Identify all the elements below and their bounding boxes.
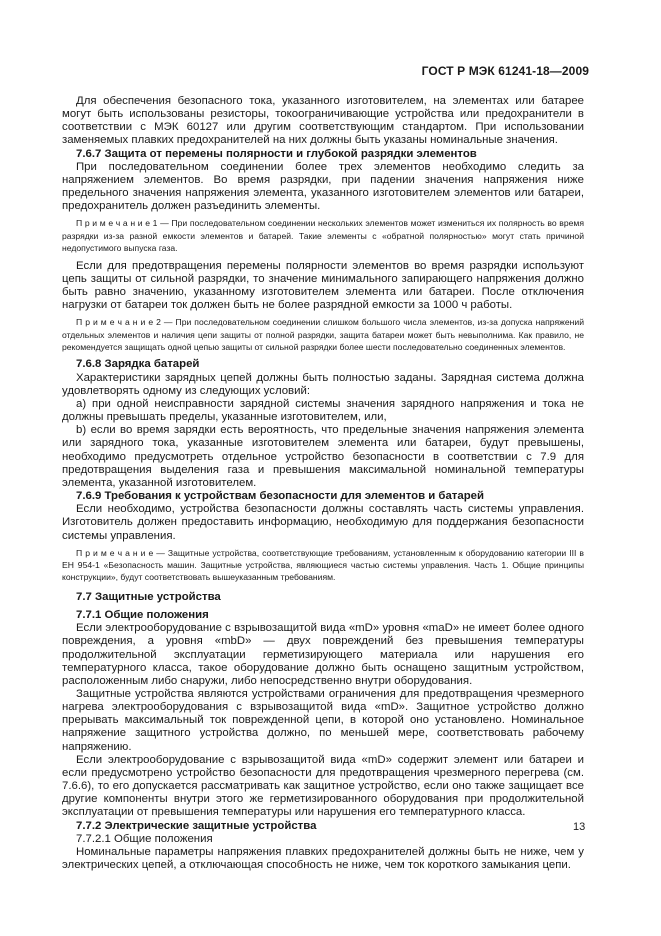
page-number: 13 (573, 821, 586, 833)
paragraph-protective-devices: Защитные устройства являются устройствами ограничения для предотвращения чрезмерного нагрева электрооборудования с взрывозащитой вида «mD». Защитное устройство должно прерывать максимальный ток поврежденной цепи, в которой оно установлено. Номинальное напряжение защитного устройства должно, по меньшей мере, соответствовать рабочему напряжению. (62, 687, 584, 753)
note-3: П р и м е ч а н и е — Защитные устройства, соответствующие требованиям, установленным к оборудованию категории III в ЕН 954-1 «Безопасность машин. Защитные устройства, являющиеся частью системы управления. Часть 1. Общие принципы конструкции», будут соответствовать вышеуказанным требованиям. (62, 547, 584, 583)
section-heading-7-7: 7.7 Защитные устройства (76, 590, 221, 603)
paragraph-battery-safety-device: Если электрооборудование с взрывозащитой вида «mD» содержит элемент или батареи и если предусмотрено устройство безопасности для предотвращения чрезмерного перегрева (см. 7.6.6), то его допускается рассматривать как защитное устройство, если оно также защищает все другие компоненты внутри этого же герметизированного оборудования при продолжительной эксплуатации от превышения температуры или нарушения его температурного класса. (62, 753, 584, 819)
paragraph-series-connection: При последовательном соединении более трех элементов необходимо следить за напряжением элементов. Во время разрядки, при падении значения напряжения ниже предельного значения напряжения элемента, указанного изготовителем элементов или батареи, предохранитель должен разъединить элементы. (62, 160, 584, 213)
paragraph-deep-discharge-circuit: Если для предотвращения перемены полярности элементов во время разрядки используют цепь защиты от сильной разрядки, то значение минимального запирающего напряжения должно быть равно значению, указанному изготовителем элемента или батареи. После отключения нагрузки от батареи ток должен быть не более разрядной емкости за 1000 ч работы. (62, 259, 584, 312)
section-heading-7-6-7: 7.6.7 Защита от перемены полярности и глубокой разрядки элементов (76, 147, 477, 160)
document-id-header: ГОСТ Р МЭК 61241-18—2009 (421, 64, 589, 78)
section-heading-7-7-2: 7.7.2 Электрические защитные устройства (76, 819, 317, 832)
paragraph-fuse-ratings: Номинальные параметры напряжения плавких предохранителей должны быть не ниже, чем у электрических цепей, а отключающая способность не ниже, чем ток короткого замыкания цепи. (62, 845, 584, 871)
paragraph-md-equipment: Если электрооборудование с взрывозащитой вида «mD» уровня «maD» не имеет более одного повреждения, а уровня «mbD» — двух повреждений без превышения температуры продолжительной эксплуатации герметизирующего материала или нарушения его температурного класса, такое оборудование должно быть оснащено защитным устройством, расположенным либо снаружи, либо непосредственно внутри оборудования. (62, 622, 584, 687)
page-body (62, 95, 584, 872)
note-1: П р и м е ч а н и е 1 — При последовательном соединении нескольких элементов может измениться их полярность во время разрядки из-за разной емкости элементов и батарей. Такие элементы с «обратной полярностью» могут стать причиной недопустимого выпуска газа. (62, 218, 584, 254)
list-item-b: b) если во время зарядки есть вероятность, что предельные значения напряжения элемента или зарядного тока, указанные изготовителем элемента или батареи, будут превышены, необходимо предусмотреть отдельное устройство безопасности в соответствии с 7.9 для предотвращения выделения газа и превышения максимальной номинальной температуры элемента, указанной изготовителем. (62, 424, 584, 489)
paragraph-fuse-protection: Для обеспечения безопасного тока, указанного изготовителем, на элементах или батарее могут быть использованы резисторы, токоограничивающие устройства или предохранители в соответствии с МЭК 60127 или другим соответствующим стандартом. При использовании заменяемых плавких предохранителей на них должны быть указаны номинальные значения. (62, 95, 584, 147)
list-item-a: а) при одной неисправности зарядной системы значения зарядного напряжения и тока не должны превышать пределы, указанные изготовителем, или, (62, 397, 584, 424)
section-heading-7-7-2-1: 7.7.2.1 Общие положения (76, 832, 213, 845)
paragraph-safety-devices: Если необходимо, устройства безопасности должны составлять часть системы управления. Изготовитель должен предоставить информацию, необходимую для поддержания безопасности системы управления. (62, 503, 584, 542)
section-heading-7-6-9: 7.6.9 Требования к устройствам безопасности для элементов и батарей (76, 490, 484, 503)
section-heading-7-7-1: 7.7.1 Общие положения (76, 609, 209, 622)
note-2: П р и м е ч а н и е 2 — При последовательном соединении слишком большого числа элементов, из-за допуска напряжений отдельных элементов и наличия цепи защиты от полной разрядки, защита батареи может быть невыполнима. Как правило, не рекомендуется защищать одной цепью защиты от сильной разрядки более шести последовательно соединенных элементов. (62, 317, 584, 353)
section-heading-7-6-8: 7.6.8 Зарядка батарей (76, 358, 200, 371)
paragraph-charging-circuits: Характеристики зарядных цепей должны быть полностью заданы. Зарядная система должна удовлетворять одному из следующих условий: (62, 371, 584, 397)
